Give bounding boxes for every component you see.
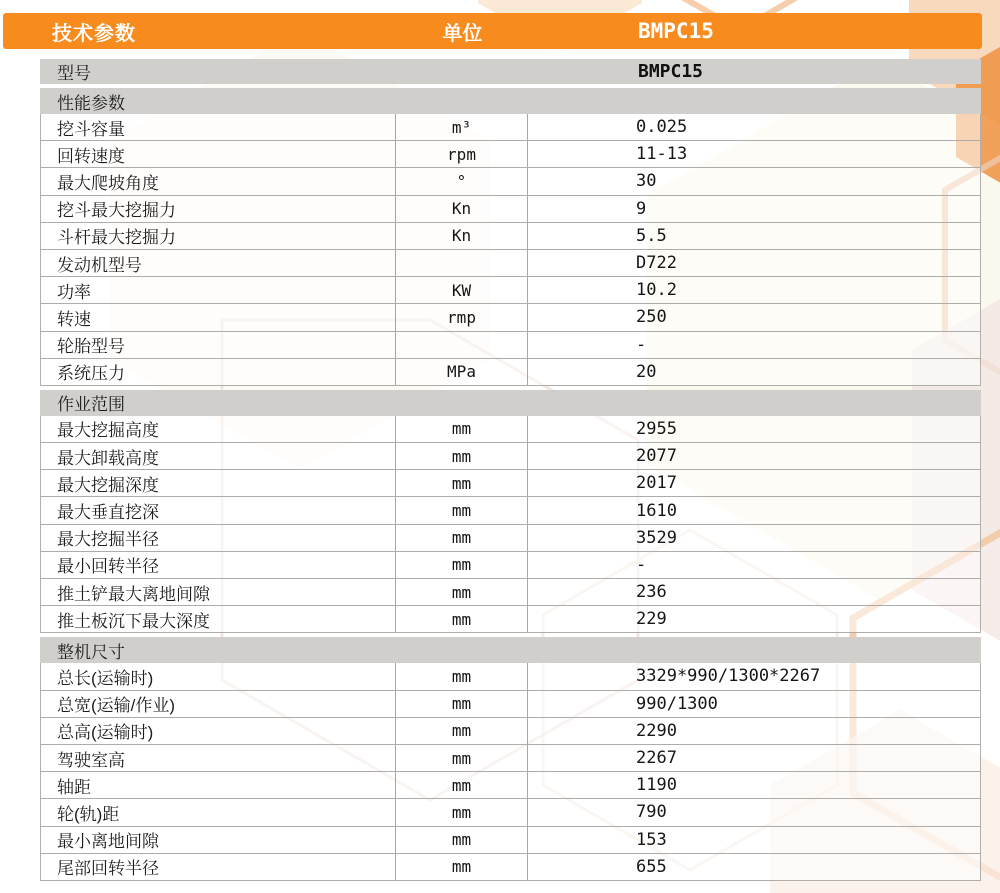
section-title: 作业范围 [57,395,125,415]
row-value: 10.2 [636,280,677,301]
table-row [41,579,980,606]
table-row [41,827,980,854]
row-label: 总宽(运输/作业) [41,691,396,717]
row-unit: mm [396,799,528,825]
table-row [41,470,980,497]
row-value: 990/1300 [636,693,718,714]
row-value: 153 [636,829,667,850]
table-row [41,691,980,718]
row-label: 回转速度 [41,141,396,167]
row-value: 229 [636,609,667,630]
table-row [41,772,980,799]
row-value: 9 [636,198,647,219]
table-row [41,663,980,690]
table-row [41,304,980,331]
row-label: 总高(运输时) [41,718,396,744]
row-value: - [636,554,647,575]
row-label: 挖斗容量 [41,114,396,140]
row-unit: mm [396,745,528,771]
row-unit: rmp [396,304,528,330]
table-row [41,443,980,470]
row-unit: m³ [396,114,528,140]
table-row [41,799,980,826]
row-unit: mm [396,552,528,578]
row-unit: rpm [396,141,528,167]
table-header-bar [3,13,982,49]
section-rows [40,114,981,386]
row-label: 斗杆最大挖掘力 [41,223,396,249]
row-unit: mm [396,443,528,469]
row-value: 2290 [636,720,677,741]
row-label: 推土铲最大离地间隙 [41,579,396,605]
row-value: 30 [636,171,657,192]
row-unit: mm [396,579,528,605]
table-row [41,854,980,881]
table-row [41,223,980,250]
row-value: 1610 [636,500,677,521]
row-value: 1190 [636,775,677,796]
row-unit: mm [396,663,528,689]
header-param-label: 技术参数 [52,22,136,45]
table-row [41,497,980,524]
table-row [41,114,980,141]
section-rows [40,663,981,881]
section-header [40,390,981,416]
row-unit: ° [396,168,528,194]
table-row [41,606,980,633]
row-label: 轴距 [41,772,396,798]
table-sections [40,88,981,881]
row-unit [396,332,528,358]
row-value: 20 [636,361,657,382]
row-label: 挖斗最大挖掘力 [41,196,396,222]
row-unit: mm [396,497,528,523]
model-row-label: 型号 [57,64,91,83]
table-row [41,745,980,772]
row-label: 轮(轨)距 [41,799,396,825]
row-value: 5.5 [636,225,667,246]
table-row [41,196,980,223]
row-unit: mm [396,470,528,496]
header-unit-label: 单位 [442,22,483,45]
row-label: 最大卸载高度 [41,443,396,469]
row-unit: KW [396,277,528,303]
row-unit: Kn [396,196,528,222]
row-unit [396,250,528,276]
spec-table [40,59,981,881]
table-row [41,552,980,579]
table-row [41,332,980,359]
row-value: 3529 [636,527,677,548]
table-row [41,416,980,443]
row-value: D722 [636,253,677,274]
row-value: 3329*990/1300*2267 [636,666,821,687]
row-unit: mm [396,718,528,744]
row-value: 655 [636,856,667,877]
row-label: 最小回转半径 [41,552,396,578]
table-row [41,359,980,386]
table-row [41,277,980,304]
row-label: 尾部回转半径 [41,854,396,880]
section-title: 性能参数 [57,93,125,113]
row-unit: Kn [396,223,528,249]
model-row [40,59,981,84]
row-value: 2955 [636,418,677,439]
table-row [41,525,980,552]
row-value: - [636,334,647,355]
row-unit: MPa [396,359,528,385]
row-label: 功率 [41,277,396,303]
table-row [41,141,980,168]
row-unit: mm [396,416,528,442]
row-value: 2017 [636,473,677,494]
row-value: 790 [636,802,667,823]
row-value: 11-13 [636,144,688,165]
row-label: 最大挖掘高度 [41,416,396,442]
row-unit: mm [396,854,528,880]
row-value: 2267 [636,748,677,769]
row-value: 250 [636,307,667,328]
row-label: 转速 [41,304,396,330]
section-header [40,637,981,663]
row-unit: mm [396,525,528,551]
section-header [40,88,981,114]
row-value: 0.025 [636,117,688,138]
section-title: 整机尺寸 [57,642,125,662]
row-label: 推土板沉下最大深度 [41,606,396,632]
row-label: 驾驶室高 [41,745,396,771]
row-label: 总长(运输时) [41,663,396,689]
row-label: 最大爬坡角度 [41,168,396,194]
row-label: 最大垂直挖深 [41,497,396,523]
row-unit: mm [396,827,528,853]
row-unit: mm [396,606,528,632]
table-row [41,718,980,745]
section-rows [40,416,981,634]
row-label: 系统压力 [41,359,396,385]
row-label: 发动机型号 [41,250,396,276]
row-unit: mm [396,772,528,798]
row-value: 2077 [636,446,677,467]
table-row [41,250,980,277]
row-unit: mm [396,691,528,717]
table-row [41,168,980,195]
row-label: 最小离地间隙 [41,827,396,853]
row-label: 最大挖掘深度 [41,470,396,496]
header-model-label: BMPC15 [638,19,714,43]
row-value: 236 [636,582,667,603]
row-label: 轮胎型号 [41,332,396,358]
row-label: 最大挖掘半径 [41,525,396,551]
model-row-value: BMPC15 [638,61,704,82]
